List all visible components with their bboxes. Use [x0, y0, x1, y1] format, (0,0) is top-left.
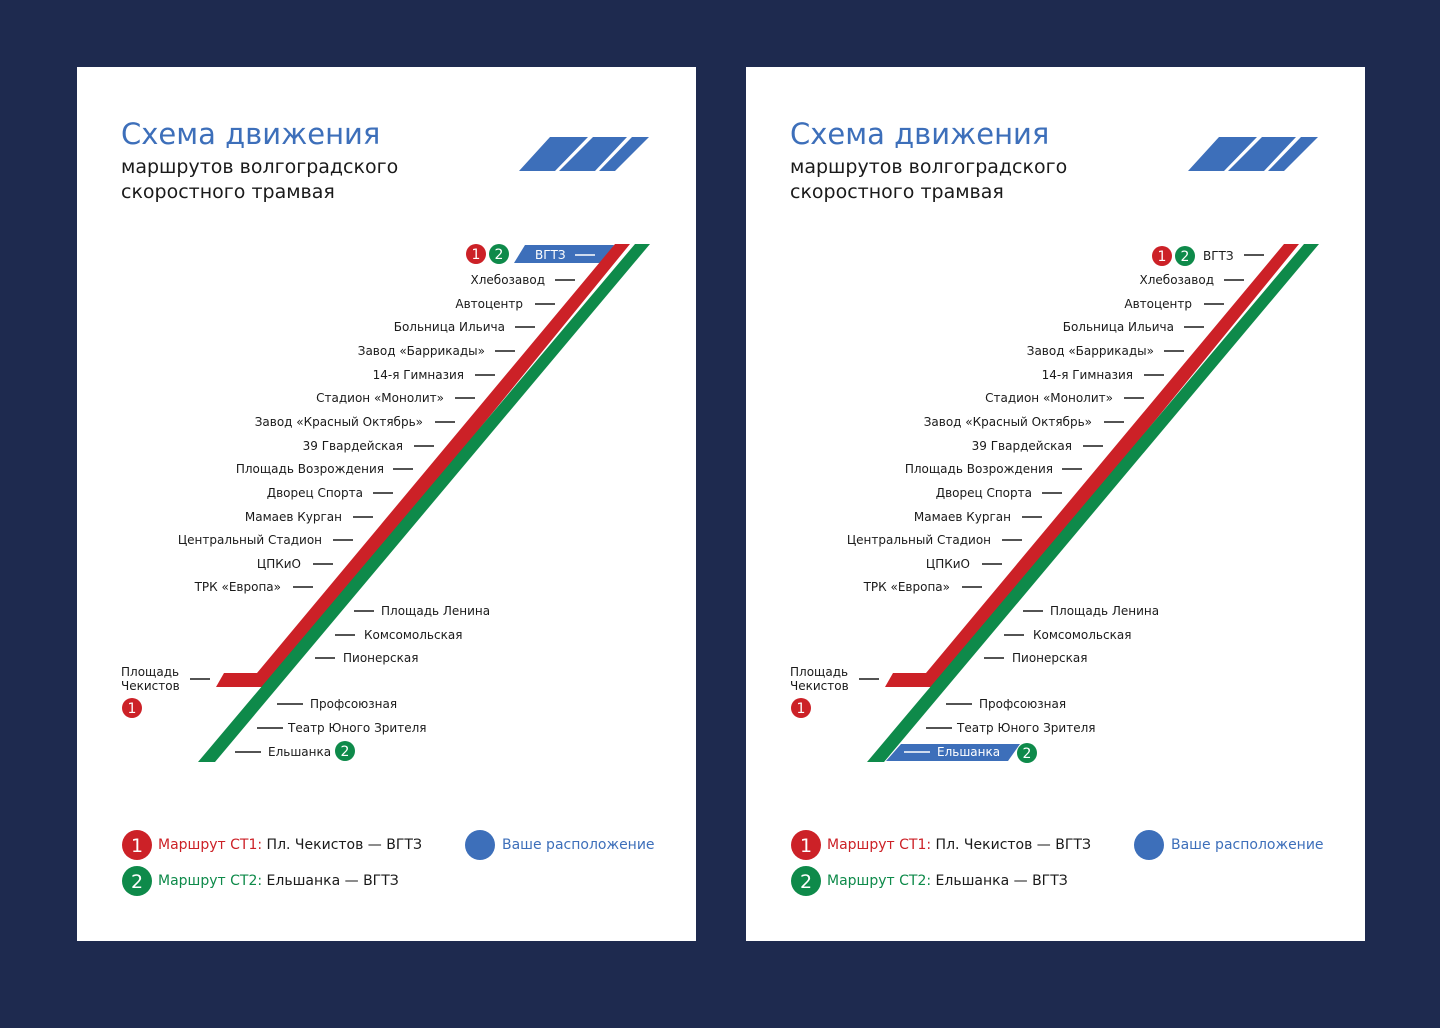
legend-route2: [827, 873, 1068, 889]
legend-route2: [158, 873, 399, 889]
station-label: ТРК «Европа»: [194, 580, 281, 594]
terminus-line-2: Чекистов: [790, 679, 849, 693]
station-label: Хлебозавод: [1139, 273, 1214, 287]
station-label: Пионерская: [343, 651, 419, 665]
legend-route1: [827, 837, 1091, 853]
route1-terminus-badge-text: 1: [796, 701, 806, 717]
station-label: Комсомольская: [1033, 628, 1132, 642]
top-badges: [1152, 246, 1195, 266]
you-are-here-dot: [1134, 830, 1164, 860]
station-label: 39 Гвардейская: [971, 439, 1072, 453]
terminus-line-2: Чекистов: [121, 679, 180, 693]
station-label: ВГТЗ: [1203, 249, 1234, 263]
legend-route1-badge-text: 1: [130, 835, 144, 857]
terminus-label-route1: [790, 665, 849, 693]
route1-badge-text: 1: [471, 247, 481, 263]
subtitle-line-2: скоростного трамвая: [790, 181, 1004, 203]
station-label: ВГТЗ: [535, 248, 566, 262]
station-label: Мамаев Курган: [913, 510, 1011, 524]
station-label: Хлебозавод: [470, 273, 545, 287]
subtitle-line-1: маршрутов волгоградского: [790, 156, 1068, 178]
station-label: Автоцентр: [1124, 297, 1192, 311]
route1-badge-text: 1: [1157, 249, 1167, 265]
station-label: Профсоюзная: [979, 697, 1067, 711]
station-label: 14-я Гимназия: [372, 368, 464, 382]
station-label: Завод «Красный Октябрь»: [254, 415, 423, 429]
station-label: Пионерская: [1012, 651, 1088, 665]
station-label: Площадь Возрождения: [235, 462, 384, 476]
legend-route2-desc: Ельшанка — ВГТЗ: [266, 873, 399, 889]
legend-route2-desc: Ельшанка — ВГТЗ: [935, 873, 1068, 889]
station-label: Ельшанка: [268, 745, 332, 759]
station-label: Центральный Стадион: [177, 533, 322, 547]
subtitle-line-1: маршрутов волгоградского: [121, 156, 399, 178]
station-label: ЦПКиО: [925, 557, 970, 571]
station-label: Ельшанка: [937, 745, 1001, 759]
station-label: Дворец Спорта: [935, 486, 1032, 500]
station-label: 14-я Гимназия: [1041, 368, 1133, 382]
station-label: 39 Гвардейская: [302, 439, 403, 453]
legend-route2-label: Маршрут СТ2:: [827, 873, 932, 889]
station-label: Автоцентр: [455, 297, 523, 311]
legend-route1-badge-text: 1: [799, 835, 813, 857]
legend-route1-desc: Пл. Чекистов — ВГТЗ: [935, 837, 1091, 853]
station-label: ТРК «Европа»: [863, 580, 950, 594]
route2-terminus-badge-text: 2: [340, 744, 350, 760]
route2-badge-text: 2: [1180, 249, 1190, 265]
you-are-here-dot: [465, 830, 495, 860]
terminus-line-1: Площадь: [790, 665, 849, 679]
legend-you-are-here: Ваше расположение: [1171, 837, 1324, 853]
station-label: Завод «Баррикады»: [357, 344, 485, 358]
station-label: ЦПКиО: [256, 557, 301, 571]
route2-terminus-badge-text: 2: [1022, 746, 1032, 762]
page-title: Схема движения: [121, 117, 381, 151]
legend-route2-badge-text: 2: [130, 871, 144, 893]
station-label: Театр Юного Зрителя: [288, 721, 427, 735]
station-label: Профсоюзная: [310, 697, 398, 711]
legend-route2-label: Маршрут СТ2:: [158, 873, 263, 889]
poster-right: [746, 67, 1365, 941]
top-badges: [466, 244, 509, 264]
station-label: Больница Ильича: [393, 320, 505, 334]
terminus-line-1: Площадь: [121, 665, 180, 679]
subtitle-line-2: скоростного трамвая: [121, 181, 335, 203]
station-label: Больница Ильича: [1062, 320, 1174, 334]
station-label: Площадь Ленина: [1050, 604, 1160, 618]
page-subtitle: [790, 155, 1067, 205]
station-label: Театр Юного Зрителя: [957, 721, 1096, 735]
station-label: Стадион «Монолит»: [316, 391, 444, 405]
station-label: Дворец Спорта: [266, 486, 363, 500]
legend-route1-desc: Пл. Чекистов — ВГТЗ: [266, 837, 422, 853]
legend-route2-badge-text: 2: [799, 871, 813, 893]
legend-route1-label: Маршрут СТ1:: [158, 837, 263, 853]
route2-badge-text: 2: [494, 247, 504, 263]
terminus-label-route1: [121, 665, 180, 693]
station-label: Комсомольская: [364, 628, 463, 642]
route1-terminus-badge-text: 1: [127, 701, 137, 717]
poster-left: [77, 67, 696, 941]
station-label: Мамаев Курган: [244, 510, 342, 524]
legend-route1-label: Маршрут СТ1:: [827, 837, 932, 853]
legend-route1: [158, 837, 422, 853]
station-label: Площадь Возрождения: [904, 462, 1053, 476]
station-label: Стадион «Монолит»: [985, 391, 1113, 405]
station-label: Завод «Красный Октябрь»: [923, 415, 1092, 429]
station-label: Завод «Баррикады»: [1026, 344, 1154, 358]
legend-you-are-here: Ваше расположение: [502, 837, 655, 853]
page-title: Схема движения: [790, 117, 1050, 151]
station-label: Центральный Стадион: [846, 533, 991, 547]
page-subtitle: [121, 155, 398, 205]
station-label: Площадь Ленина: [381, 604, 491, 618]
